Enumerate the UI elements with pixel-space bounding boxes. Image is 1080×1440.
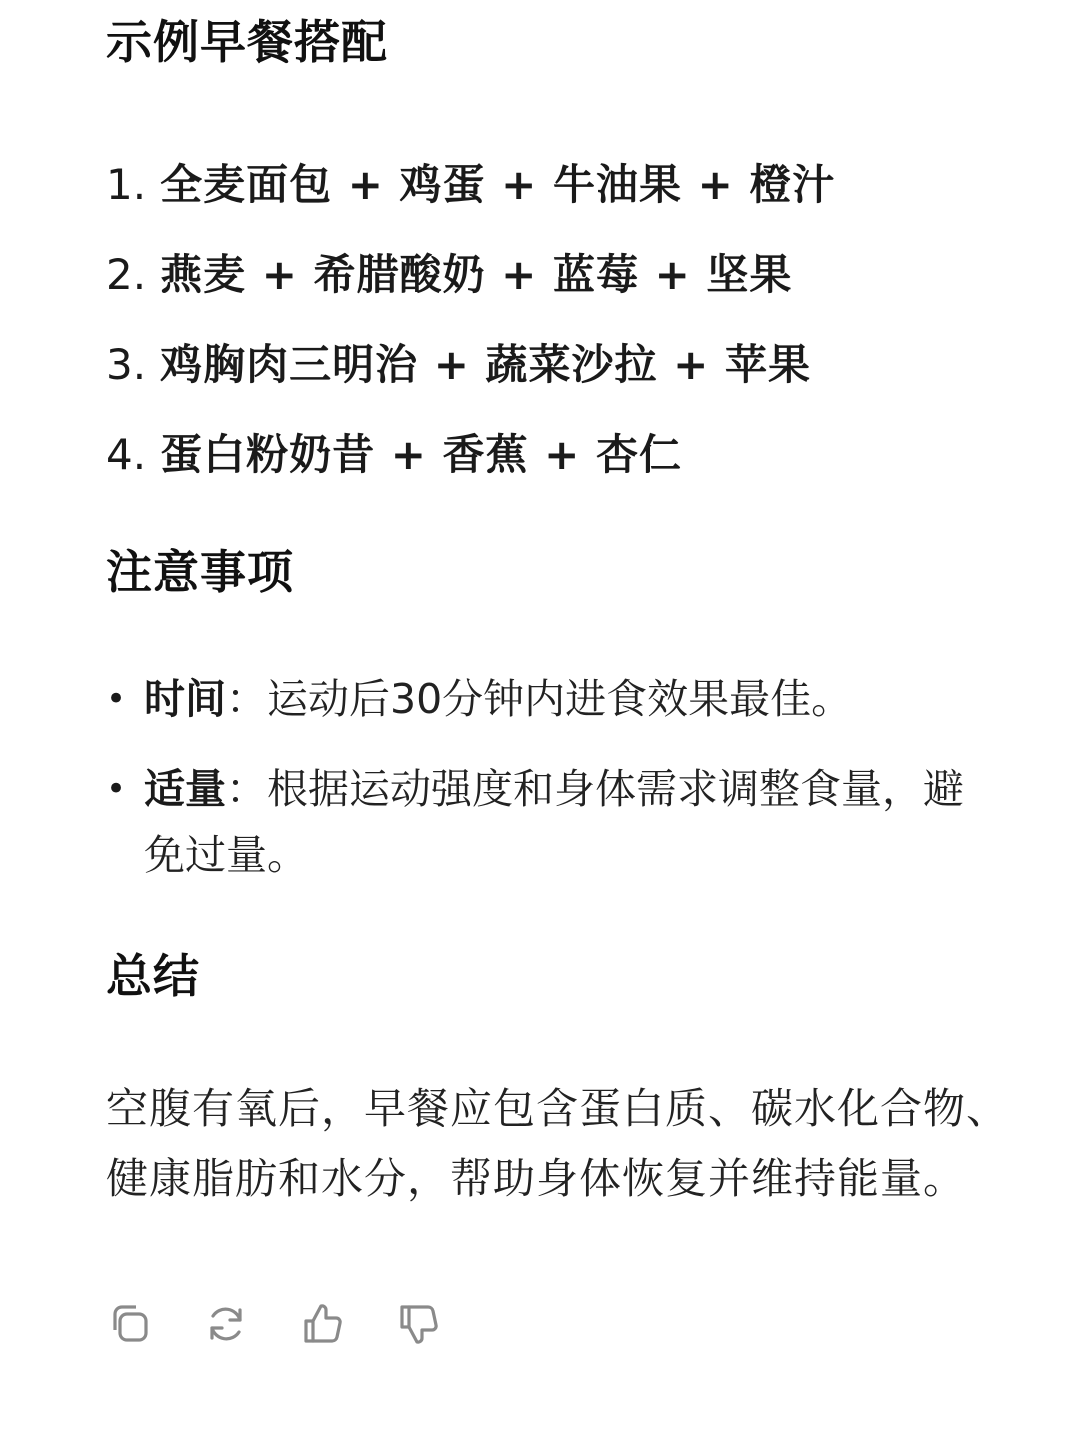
list-item-text: 全麦面包 + 鸡蛋 + 牛油果 + 橙汁 — [160, 160, 836, 209]
list-item — [106, 410, 1026, 500]
copy-icon — [106, 1300, 154, 1348]
message-actions — [106, 1300, 442, 1348]
note-text: 运动后30分钟内进食效果最佳。 — [267, 675, 853, 723]
list-item — [106, 756, 986, 888]
section-title-notes: 注意事项 — [106, 545, 294, 599]
section-title-summary: 总结 — [106, 949, 200, 1003]
note-separator: ： — [226, 675, 267, 723]
list-item — [106, 666, 986, 732]
note-label: 适量 — [144, 765, 226, 813]
message-content — [106, 0, 1026, 1214]
note-label: 时间 — [144, 675, 226, 723]
thumbs-down-icon — [394, 1300, 442, 1348]
note-separator: ： — [226, 765, 267, 813]
sample-breakfast-list — [106, 140, 1026, 500]
list-item-text: 燕麦 + 希腊酸奶 + 蓝莓 + 坚果 — [160, 250, 793, 299]
dislike-button[interactable] — [394, 1300, 442, 1348]
list-number: 4. — [106, 430, 147, 479]
refresh-icon — [202, 1300, 250, 1348]
list-item — [106, 230, 1026, 320]
notes-list — [106, 666, 1026, 888]
thumbs-up-icon — [298, 1300, 346, 1348]
list-item-text: 蛋白粉奶昔 + 香蕉 + 杏仁 — [160, 430, 682, 479]
list-item — [106, 320, 1026, 410]
list-item-text: 鸡胸肉三明治 + 蔬菜沙拉 + 苹果 — [160, 340, 811, 389]
list-number: 3. — [106, 340, 147, 389]
regenerate-button[interactable] — [202, 1300, 250, 1348]
copy-button[interactable] — [106, 1300, 154, 1348]
summary-paragraph: 空腹有氧后，早餐应包含蛋白质、碳水化合物、健康脂肪和水分，帮助身体恢复并维持能量。 — [106, 1084, 1010, 1203]
section-title-sample-breakfast: 示例早餐搭配 — [106, 15, 388, 69]
bullet-marker: • — [106, 769, 127, 809]
bullet-marker: • — [106, 679, 127, 719]
like-button[interactable] — [298, 1300, 346, 1348]
note-text: 根据运动强度和身体需求调整食量，避免过量。 — [144, 765, 964, 879]
list-item — [106, 140, 1026, 230]
list-number: 2. — [106, 250, 147, 299]
list-number: 1. — [106, 160, 147, 209]
